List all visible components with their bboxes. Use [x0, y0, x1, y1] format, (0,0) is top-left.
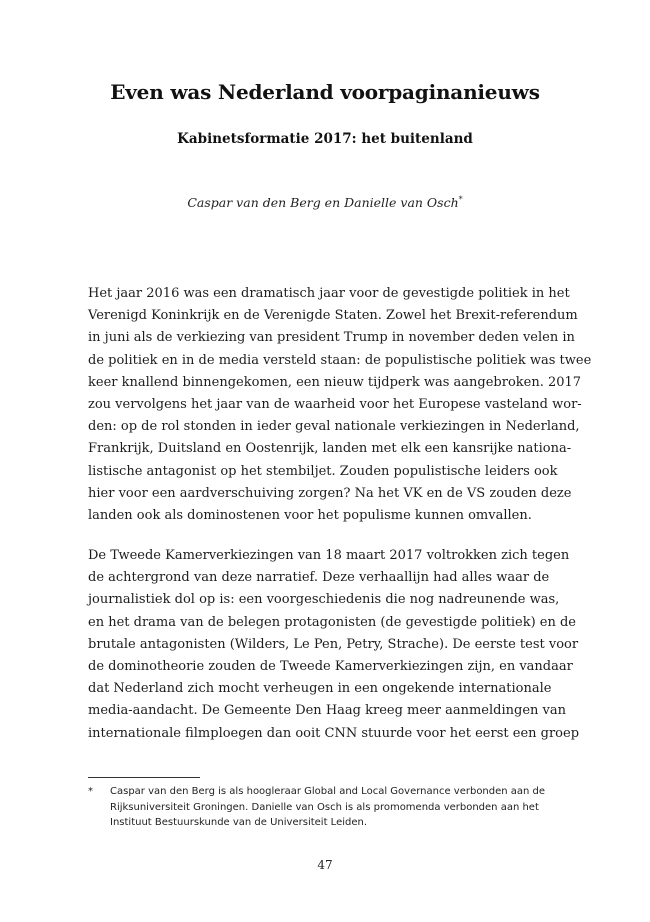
- paragraph-line: listische antagonist op het stembiljet. Zouden populistische leiders ook: [88, 463, 558, 479]
- paragraph-line: en het drama van de belegen protagonisten (de gevestigde politiek) en de: [88, 614, 576, 630]
- paragraph-line: landen ook als dominostenen voor het populisme kunnen omvallen.: [88, 508, 532, 524]
- footnote-line: Instituut Bestuurskunde van de Universiteit Leiden.: [110, 817, 368, 828]
- footnote-line: Rijksuniversiteit Groningen. Danielle van Osch is als promomenda verbonden aan het: [110, 801, 539, 813]
- paragraph-line: de dominotheorie zouden de Tweede Kamerverkiezingen zijn, en vandaar: [88, 659, 573, 675]
- footnote-divider: [88, 777, 200, 778]
- paragraph-line: journalistiek dol op is: een voorgeschiedenis die nog nadreunende was,: [88, 592, 560, 608]
- paragraph-line: De Tweede Kamerverkiezingen van 18 maart 2017 voltrokken zich tegen: [88, 548, 570, 563]
- author-names: Caspar van den Berg en Danielle van Osch: [187, 195, 459, 211]
- page-number: 47: [317, 858, 333, 872]
- paragraph-line: media-aandacht. De Gemeente Den Haag kreeg meer aanmeldingen van: [88, 703, 566, 719]
- paragraph-line: internationale filmploegen dan ooit CNN stuurde voor het eerst een groep: [88, 725, 580, 741]
- paragraph-line: Verenigd Koninkrijk en de Verenigde Staten. Zowel het Brexit-referendum: [88, 308, 578, 324]
- paragraph-line: brutale antagonisten (Wilders, Le Pen, Petry, Strache). De eerste test voor: [88, 636, 579, 652]
- author-line: [0, 195, 650, 210]
- paragraph-line: keer knallend binnengekomen, een nieuw tijdperk was aangebroken. 2017: [88, 374, 582, 390]
- paragraph-line: den: op de rol stonden in ieder geval nationale verkiezingen in Nederland,: [88, 419, 580, 435]
- footnote-marker: *: [88, 786, 93, 797]
- paragraph-line: zou vervolgens het jaar van de waarheid voor het Europese vasteland wor-: [88, 397, 582, 413]
- body-paragraph-2: [88, 545, 580, 745]
- footnote-text: [110, 784, 570, 831]
- paragraph-line: dat Nederland zich mocht verheugen in een ongekende internationale: [88, 681, 552, 697]
- paragraph-line: Het jaar 2016 was een dramatisch jaar voor de gevestigde politiek in het: [88, 286, 570, 301]
- paragraph-line: in juni als de verkiezing van president Trump in november deden velen in: [88, 330, 575, 346]
- paragraph-line: Frankrijk, Duitsland en Oostenrijk, landen met elk een kansrijke nationa-: [88, 441, 572, 457]
- footnote-line: Caspar van den Berg is als hoogleraar Global and Local Governance verbonden aan de: [110, 786, 546, 797]
- article-title: Even was Nederland voorpaginanieuws: [110, 80, 540, 104]
- author-footnote-marker: *: [458, 195, 463, 204]
- body-paragraph-1: [88, 283, 592, 527]
- paragraph-line: hier voor een aardverschuiving zorgen? Na het VK en de VS zouden deze: [88, 485, 572, 501]
- paragraph-line: de achtergrond van deze narratief. Deze verhaallijn had alles waar de: [88, 570, 550, 586]
- article-subtitle: Kabinetsformatie 2017: het buitenland: [177, 131, 473, 147]
- paragraph-line: de politiek en in de media versteld staan: de populistische politiek was twee: [88, 352, 592, 368]
